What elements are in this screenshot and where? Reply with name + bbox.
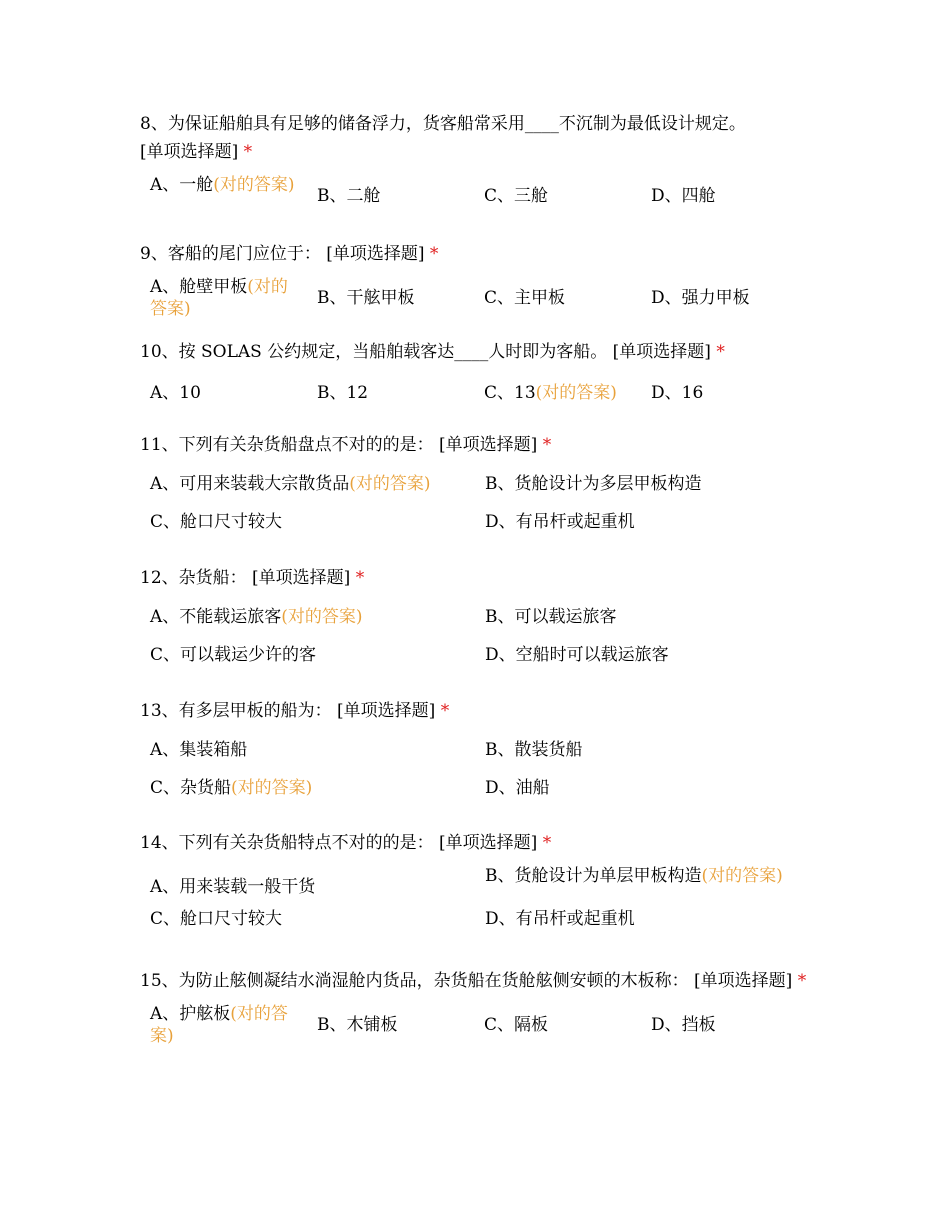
option-b[interactable]: B、可以载运旅客 <box>485 607 617 627</box>
option-b[interactable]: B、木铺板 <box>317 1015 398 1035</box>
question-type-tag: [单项选择题] <box>252 568 351 588</box>
correct-answer-mark: (对的答案) <box>535 383 617 403</box>
option-b[interactable]: B、散装货船 <box>485 740 583 760</box>
required-mark: * <box>440 701 450 721</box>
correct-answer-mark: (对的答案) <box>213 175 295 195</box>
options-row <box>150 174 820 207</box>
options-row <box>150 777 820 799</box>
option-a[interactable]: A、不能载运旅客(对的答案) <box>150 607 363 627</box>
question-stem: 12、杂货船： [单项选择题] * <box>140 568 365 588</box>
option-d[interactable]: D、空船时可以载运旅客 <box>485 645 669 665</box>
correct-answer-mark: (对的答案) <box>349 474 431 494</box>
option-a[interactable]: A、舱壁甲板(对的答案) <box>150 277 288 319</box>
options-row <box>150 739 820 761</box>
options-row <box>150 276 820 320</box>
option-c[interactable]: C、舱口尺寸较大 <box>150 512 283 532</box>
option-b[interactable]: B、货舱设计为多层甲板构造 <box>485 474 702 494</box>
required-mark: * <box>716 342 725 362</box>
question-8 <box>140 110 820 207</box>
question-9 <box>140 240 820 320</box>
required-mark: * <box>797 971 807 991</box>
option-a[interactable]: A、可用来装载大宗散货品(对的答案) <box>150 474 431 494</box>
question-13 <box>140 697 820 799</box>
question-stem: 9、客船的尾门应位于： [单项选择题] * <box>140 244 439 264</box>
options-row <box>150 606 820 628</box>
question-stem: 13、有多层甲板的船为： [单项选择题] * <box>140 701 450 721</box>
required-mark: * <box>243 142 253 162</box>
options-row <box>150 865 820 898</box>
option-d[interactable]: D、油船 <box>485 778 550 798</box>
correct-answer-mark: (对的答案) <box>150 1004 288 1046</box>
option-b[interactable]: B、货舱设计为单层甲板构造(对的答案) <box>485 866 783 886</box>
option-d[interactable]: D、强力甲板 <box>651 288 750 308</box>
options-row <box>150 644 820 666</box>
option-a[interactable]: A、10 <box>150 383 201 403</box>
options-row <box>150 473 820 495</box>
required-mark: * <box>542 833 552 853</box>
question-type-tag: [单项选择题] <box>326 244 425 264</box>
option-a[interactable]: A、一舱(对的答案) <box>150 175 295 195</box>
options-row <box>150 382 820 404</box>
option-c[interactable]: C、可以载运少许的客 <box>150 645 317 665</box>
question-type-tag: [单项选择题] <box>337 701 436 721</box>
question-12 <box>140 564 820 666</box>
option-a[interactable]: A、护舷板(对的答案) <box>150 1004 288 1046</box>
option-b[interactable]: B、二舱 <box>317 186 381 206</box>
correct-answer-mark: (对的答案) <box>150 277 288 319</box>
option-d[interactable]: D、16 <box>651 383 704 403</box>
option-c[interactable]: C、舱口尺寸较大 <box>150 909 283 929</box>
question-stem: 11、下列有关杂货船盘点不对的的是： [单项选择题] * <box>140 435 552 455</box>
question-11 <box>140 431 820 533</box>
option-c[interactable]: C、主甲板 <box>484 288 566 308</box>
option-c[interactable]: C、13(对的答案) <box>484 383 617 403</box>
question-type-tag: [单项选择题] <box>694 971 793 991</box>
question-stem: 8、为保证船舶具有足够的储备浮力，货客船常采用____不沉制为最低设计规定。 [单项选择题] * <box>140 114 746 162</box>
option-a[interactable]: A、用来装载一般干货 <box>150 877 316 897</box>
option-a[interactable]: A、集装箱船 <box>150 740 248 760</box>
option-d[interactable]: D、挡板 <box>651 1015 716 1035</box>
question-stem: 15、为防止舷侧凝结水淌湿舱内货品，杂货船在货舱舷侧安顿的木板称： [单项选择题] * <box>140 971 807 991</box>
question-type-tag: [单项选择题] <box>612 342 711 362</box>
question-type-tag: [单项选择题] <box>140 142 239 162</box>
option-c[interactable]: C、隔板 <box>484 1015 549 1035</box>
option-d[interactable]: D、有吊杆或起重机 <box>485 512 635 532</box>
option-c[interactable]: C、杂货船(对的答案) <box>150 778 313 798</box>
question-type-tag: [单项选择题] <box>439 833 538 853</box>
options-row <box>150 1003 820 1047</box>
correct-answer-mark: (对的答案) <box>701 866 783 886</box>
option-d[interactable]: D、有吊杆或起重机 <box>485 909 635 929</box>
option-c[interactable]: C、三舱 <box>484 186 549 206</box>
options-row <box>150 511 820 533</box>
options-row <box>150 908 820 930</box>
option-d[interactable]: D、四舱 <box>651 186 716 206</box>
question-stem: 14、下列有关杂货船特点不对的的是： [单项选择题] * <box>140 833 552 853</box>
question-14 <box>140 829 820 930</box>
required-mark: * <box>355 568 365 588</box>
required-mark: * <box>429 244 439 264</box>
option-b[interactable]: B、干舷甲板 <box>317 288 415 308</box>
question-stem: 10、按 SOLAS 公约规定，当船舶载客达____人时即为客船。 [单项选择题] * <box>140 342 725 362</box>
required-mark: * <box>542 435 552 455</box>
question-15 <box>140 967 820 1047</box>
question-type-tag: [单项选择题] <box>439 435 538 455</box>
question-10 <box>140 338 820 404</box>
correct-answer-mark: (对的答案) <box>281 607 363 627</box>
option-b[interactable]: B、12 <box>317 383 369 403</box>
correct-answer-mark: (对的答案) <box>231 778 313 798</box>
